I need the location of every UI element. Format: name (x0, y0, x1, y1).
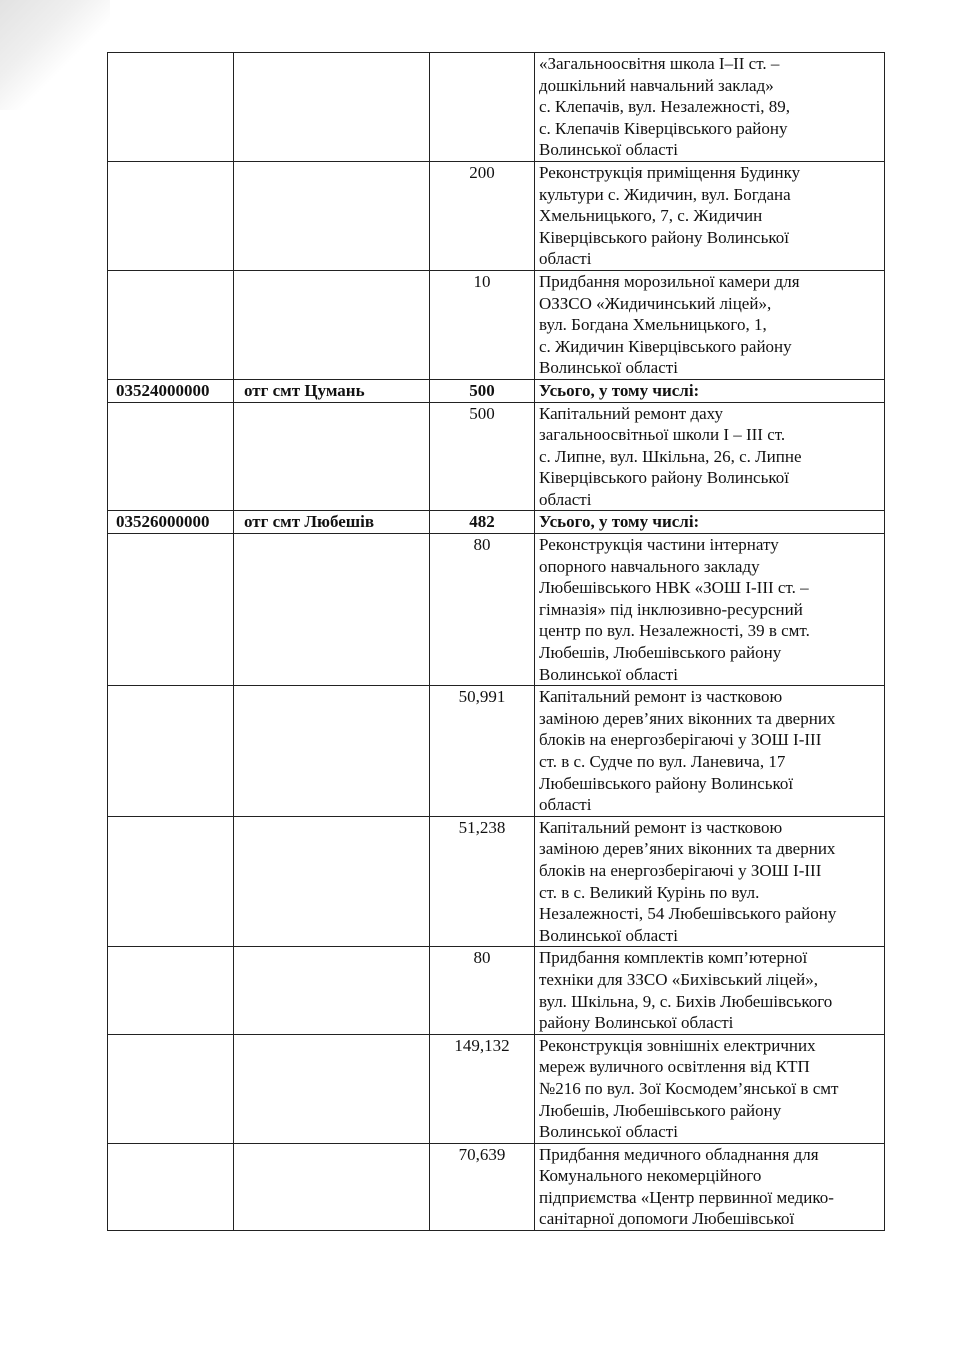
description-line: Волинської області (539, 140, 678, 160)
table-row (108, 402, 885, 511)
description-line: санітарної допомоги Любешівської (539, 1209, 795, 1229)
cell-name: отг смт Любешів (234, 511, 430, 534)
description-line: дошкільний навчальний заклад» (539, 75, 774, 95)
cell-description (535, 161, 885, 270)
cell-code: 03524000000 (108, 379, 234, 402)
description-line: техніки для ЗЗСО «Бихівський ліцей», (539, 969, 818, 989)
cell-description (535, 1143, 885, 1230)
description-line: Волинської області (539, 1122, 678, 1142)
cell-amount: 10 (430, 270, 535, 379)
table-row (108, 686, 885, 817)
table-row (108, 947, 885, 1034)
table-row (108, 161, 885, 270)
cell-description (535, 947, 885, 1034)
description-line: Капітальний ремонт даху (539, 403, 723, 423)
cell-name (234, 270, 430, 379)
cell-description (535, 511, 885, 534)
cell-amount: 80 (430, 947, 535, 1034)
description-line: області (539, 489, 592, 509)
cell-name (234, 53, 430, 162)
description-line: с. Жидичин Ківерцівського району (539, 336, 792, 356)
description-line: блоків на енергозберігаючі у ЗОШ І-ІІІ (539, 730, 822, 750)
description-line: «Загальноосвітня школа І–ІІ ст. – (539, 54, 780, 73)
description-line: опорного навчального закладу (539, 556, 760, 576)
description-line: заміною дерев’яних віконних та дверних (539, 708, 836, 728)
description-line: с. Клепачів, вул. Незалежності, 89, (539, 97, 791, 117)
cell-amount: 500 (430, 402, 535, 511)
cell-description (535, 816, 885, 947)
cell-name (234, 1034, 430, 1143)
table-row (108, 1034, 885, 1143)
description-line: №216 по вул. Зої Космодем’янської в смт (539, 1078, 839, 1098)
cell-description (535, 402, 885, 511)
cell-code (108, 53, 234, 162)
table-row (108, 270, 885, 379)
cell-description (535, 534, 885, 686)
description-line: Ківерцівського району Волинської (539, 468, 789, 488)
description-line: Усього, у тому числі: (539, 512, 700, 532)
description-line: Реконструкція частини інтернату (539, 535, 779, 555)
description-line: Усього, у тому числі: (539, 380, 700, 400)
cell-description (535, 379, 885, 402)
cell-name (234, 161, 430, 270)
description-line: Любешів, Любешівського району (539, 1100, 782, 1120)
description-line: Волинської області (539, 358, 678, 378)
description-line: Ківерцівського району Волинської (539, 227, 789, 247)
cell-amount: 482 (430, 511, 535, 534)
description-line: Любешівського НВК «ЗОШ І-ІІІ ст. – (539, 578, 809, 598)
description-line: мереж вуличного освітлення від КТП (539, 1057, 810, 1077)
description-line: заміною дерев’яних віконних та дверних (539, 839, 836, 859)
table-row (108, 816, 885, 947)
description-line: Капітальний ремонт із частковою (539, 817, 783, 837)
cell-name (234, 686, 430, 817)
cell-name (234, 534, 430, 686)
description-line: центр по вул. Незалежності, 39 в смт. (539, 621, 810, 641)
cell-description (535, 1034, 885, 1143)
cell-amount: 149,132 (430, 1034, 535, 1143)
cell-code (108, 1034, 234, 1143)
cell-code (108, 402, 234, 511)
cell-name (234, 816, 430, 947)
description-line: Волинської області (539, 664, 678, 684)
description-line: Комунального некомерційного (539, 1166, 762, 1186)
cell-name: отг смт Цумань (234, 379, 430, 402)
cell-code (108, 534, 234, 686)
description-line: району Волинської області (539, 1013, 734, 1033)
description-line: підприємства «Центр первинної медико- (539, 1187, 834, 1207)
cell-code: 03526000000 (108, 511, 234, 534)
description-line: Реконструкція приміщення Будинку (539, 162, 801, 182)
description-line: Любешів, Любешівського району (539, 643, 782, 663)
cell-code (108, 686, 234, 817)
cell-code (108, 816, 234, 947)
table-row (108, 1143, 885, 1230)
description-line: с. Клепачів Ківерцівського району (539, 118, 788, 138)
description-line: Реконструкція зовнішніх електричних (539, 1035, 816, 1055)
cell-amount: 51,238 (430, 816, 535, 947)
scan-folded-corner (0, 0, 110, 110)
cell-description (535, 53, 885, 162)
cell-name (234, 402, 430, 511)
description-line: вул. Богдана Хмельницького, 1, (539, 315, 767, 335)
description-line: ОЗЗСО «Жидичинський ліцей», (539, 293, 772, 313)
description-line: області (539, 249, 592, 269)
cell-name (234, 1143, 430, 1230)
description-line: культури с. Жидичин, вул. Богдана (539, 184, 791, 204)
cell-amount: 80 (430, 534, 535, 686)
description-line: Капітальний ремонт із частковою (539, 687, 783, 707)
description-line: Придбання морозильної камери для (539, 271, 800, 291)
description-line: області (539, 795, 592, 815)
cell-amount: 70,639 (430, 1143, 535, 1230)
cell-code (108, 270, 234, 379)
cell-code (108, 161, 234, 270)
table-body (108, 53, 885, 1231)
description-line: Незалежності, 54 Любешівського району (539, 904, 837, 924)
cell-name (234, 947, 430, 1034)
description-line: гімназія» під інклюзивно-ресурсний (539, 599, 803, 619)
description-line: Придбання комплектів комп’ютерної (539, 948, 808, 968)
description-line: с. Липне, вул. Шкільна, 26, с. Липне (539, 446, 802, 466)
cell-amount: 500 (430, 379, 535, 402)
description-line: загальноосвітньої школи І – ІІІ ст. (539, 425, 786, 445)
description-line: Любешівського району Волинської (539, 773, 794, 793)
table-row-total (108, 379, 885, 402)
cell-description (535, 270, 885, 379)
description-line: вул. Шкільна, 9, с. Бихів Любешівського (539, 991, 833, 1011)
cell-code (108, 1143, 234, 1230)
cell-description (535, 686, 885, 817)
description-line: блоків на енергозберігаючі у ЗОШ І-ІІІ (539, 860, 822, 880)
table-row (108, 53, 885, 162)
table-row-total (108, 511, 885, 534)
description-line: ст. в с. Судче по вул. Ланевича, 17 (539, 752, 786, 771)
cell-amount: 200 (430, 161, 535, 270)
description-line: Волинської області (539, 925, 678, 945)
budget-table (107, 52, 885, 1231)
cell-code (108, 947, 234, 1034)
cell-amount (430, 53, 535, 162)
table-row (108, 534, 885, 686)
description-line: ст. в с. Великий Курінь по вул. (539, 882, 760, 902)
cell-amount: 50,991 (430, 686, 535, 817)
description-line: Хмельницького, 7, с. Жидичин (539, 206, 763, 226)
description-line: Придбання медичного обладнання для (539, 1144, 819, 1164)
